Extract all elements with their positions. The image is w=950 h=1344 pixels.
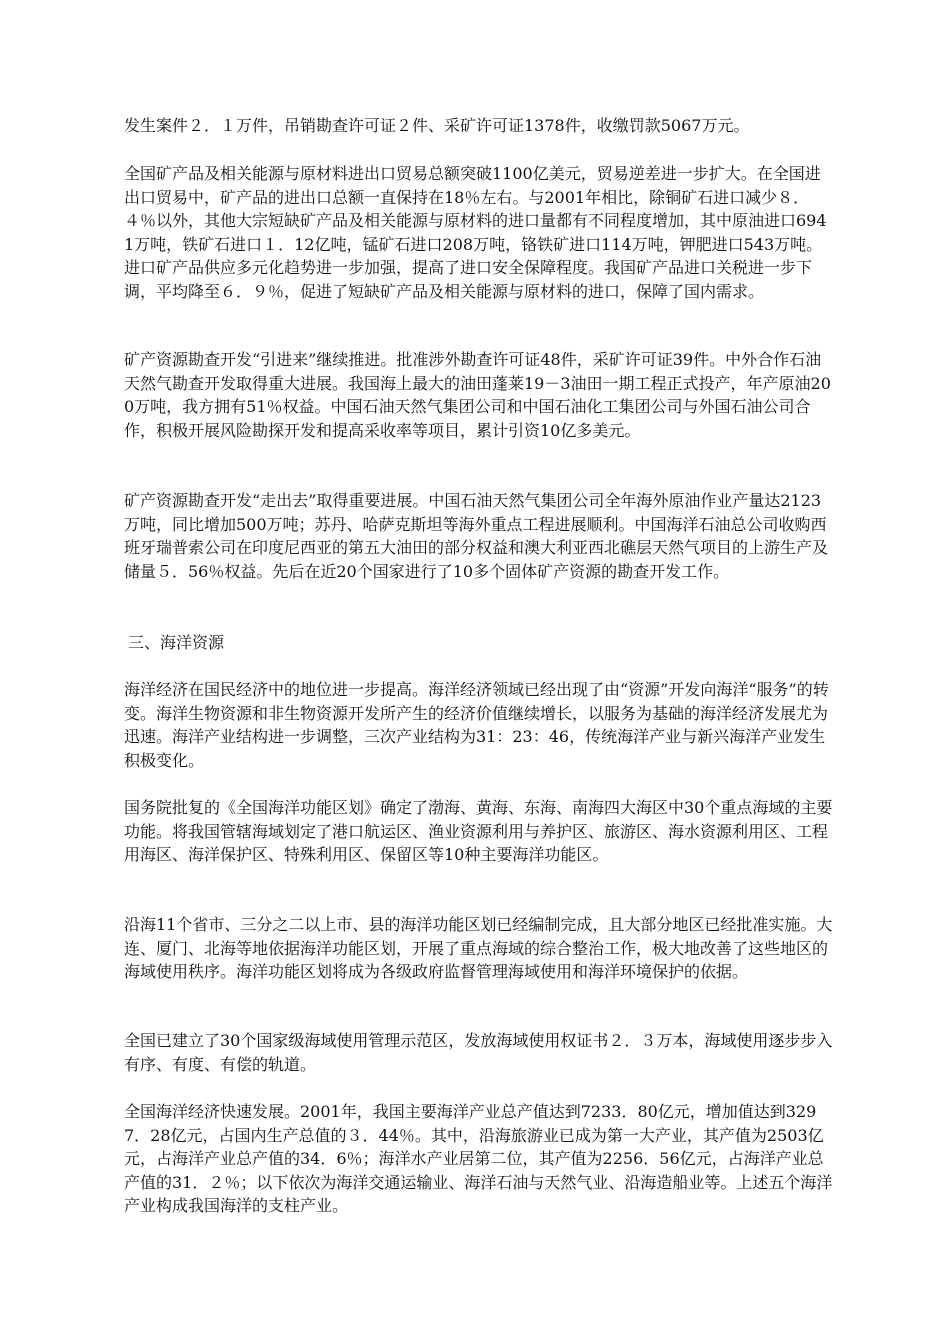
paragraph-demo-zones: 全国已建立了30个国家级海域使用管理示范区，发放海域使用权证书２．３万本，海域使用逐步步入有序、有度、有偿的轨道。 [124,1031,833,1074]
paragraph-coastal-provinces: 沿海11个省市、三分之二以上市、县的海洋功能区划已经编制完成，且大部分地区已经批准实施。大连、厦门、北海等地依据海洋功能区划，开展了重点海域的综合整治工作，极大地改善了这些地区的海域使用秩序。海洋功能区划将成为各级政府监督管理海域使用和海洋环境保护的依据。 [124,915,833,982]
paragraph-ocean-economy: 海洋经济在国民经济中的地位进一步提高。海洋经济领域已经出现了由“资源”开发向海洋“服务”的转变。海洋生物资源和非生物资源开发所产生的经济价值继续增长，以服务为基础的海洋经济发展尤为迅速。海洋产业结构进一步调整，三次产业结构为31：23：46，传统海洋产业与新兴海洋产业发生积极变化。 [124,680,829,770]
paragraph-bring-in: 矿产资源勘查开发“引进来”继续推进。批准涉外勘查许可证48件，采矿许可证39件。中外合作石油天然气勘查开发取得重大进展。我国海上最大的油田蓬莱19－3油田一期工程正式投产，年产原油200万吨，我方拥有51％权益。中国石油天然气集团公司和中国石油化工集团公司与外国石油公司合作，积极开展风险勘探开发和提高采收率等项目，累计引资10亿多美元。 [124,350,831,440]
paragraph-functional-zoning: 国务院批复的《全国海洋功能区划》确定了渤海、黄海、东海、南海四大海区中30个重点海域的主要功能。将我国管辖海域划定了港口航运区、渔业资源利用与养护区、旅游区、海水资源利用区、工程用海区、海洋保护区、特殊利用区、保留区等10种主要海洋功能区。 [124,798,833,865]
paragraph-go-out: 矿产资源勘查开发“走出去”取得重要进展。中国石油天然气集团公司全年海外原油作业产量达2123万吨，同比增加500万吨；苏丹、哈萨克斯坦等海外重点工程进展顺利。中国海洋石油总公司收购西班牙瑞普索公司在印度尼西亚的第五大油田的部分权益和澳大利亚西北礁层天然气项目的上游生产及储量５．56％权益。先后在近20个国家进行了10多个固体矿产资源的勘查开发工作。 [124,491,829,581]
paragraph-mineral-trade: 全国矿产品及相关能源与原材料进出口贸易总额突破1100亿美元，贸易逆差进一步扩大。在全国进出口贸易中，矿产品的进出口总额一直保持在18％左右。与2001年相比，除铜矿石进口减少８．４％以外，其他大宗短缺矿产品及相关能源与原材料的进口量都有不同程度增加，其中原油进口6941万吨，铁矿石进口１．12亿吨，锰矿石进口208万吨，铬铁矿进口114万吨，钾肥进口543万吨。进口矿产品供应多元化趋势进一步加强，提高了进口安全保障程度。我国矿产品进口关税进一步下调，平均降至６．９％，促进了短缺矿产品及相关能源与原材料的进口，保障了国内需求。 [124,164,827,301]
section-heading-ocean-resources: 三、海洋资源 [128,633,225,652]
paragraph-penalties: 发生案件２．１万件，吊销勘查许可证２件、采矿许可证1378件，收缴罚款5067万元。 [124,116,750,135]
paragraph-ocean-output: 全国海洋经济快速发展。2001年，我国主要海洋产业总产值达到7233．80亿元，增加值达到3297．28亿元，占国内生产总值的３．44％。其中，沿海旅游业已成为第一大产业，其产值为2503亿元，占海洋产业总产值的34．6％；海洋水产业居第二位，其产值为2256．56亿元，占海洋产业总产值的31．２％；以下依次为海洋交通运输业、海洋石油与天然气业、沿海造船业等。上述五个海洋产业构成我国海洋的支柱产业。 [124,1102,833,1216]
